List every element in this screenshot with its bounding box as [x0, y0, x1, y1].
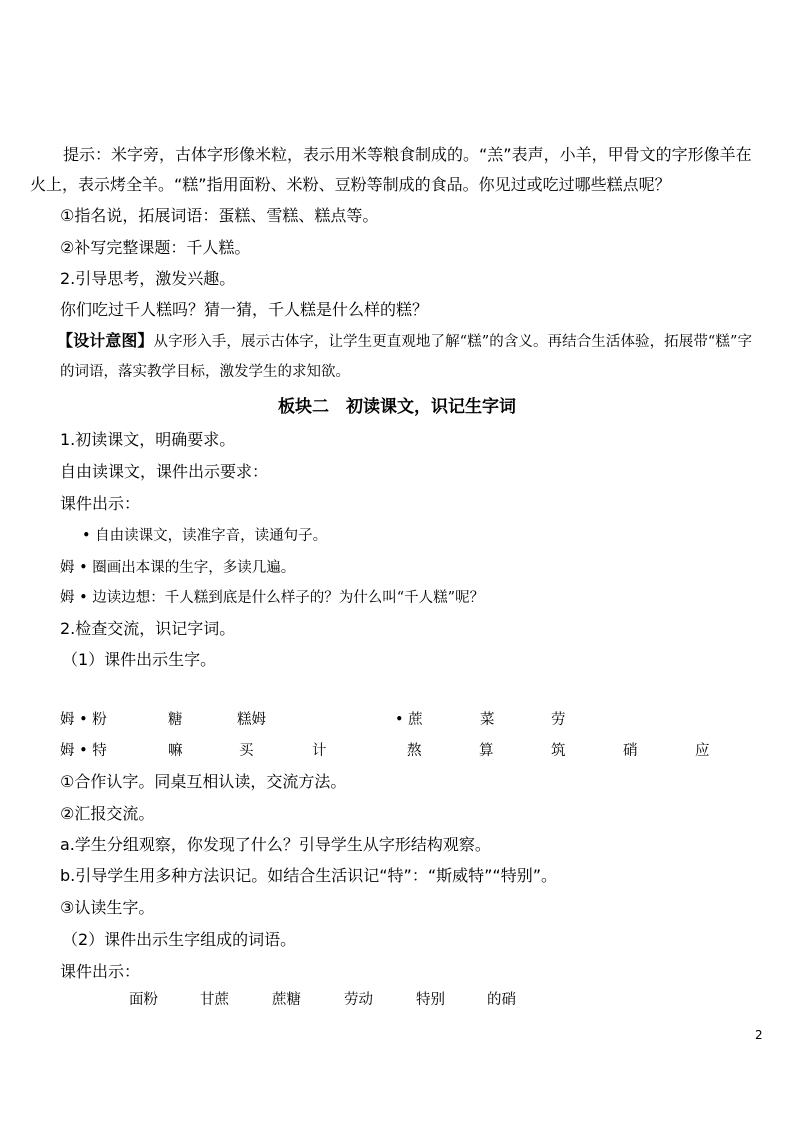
c2: ②汇报交流。 [60, 804, 155, 823]
design-intent [57, 326, 752, 387]
hint-paragraph: 提示：米字旁，古体字形像米粒，表示用米等粮食制成的。“羔”表声，小羊，甲骨文的字形像羊在火上，表示烤全羊。“糕”指用面粉、米粉、豆粉等制成的食品。你见过或吃过哪些糕点呢？ [30, 145, 752, 194]
char: 买 [239, 743, 254, 759]
char: 姆 • 特 [60, 743, 107, 759]
c3: a.学生分组观察，你发现了什么？引导学生从字形结构观察。 [60, 835, 491, 854]
char: 硝 [623, 743, 638, 759]
word: 劳动 [344, 992, 373, 1008]
step-2: 2.引导思考，激发兴趣。 [60, 269, 236, 288]
char: 算 [479, 743, 494, 759]
c7: 课件出示： [60, 962, 141, 981]
c6: （2）课件出示生字组成的词语。 [62, 930, 297, 949]
word: 特别 [416, 992, 445, 1008]
bullet-1: • 自由读课文，读准字音，读通句子。 [82, 528, 328, 544]
c4: b.引导学生用多种方法识记。如结合生活识记“特”：“斯威特”“特别”。 [60, 866, 557, 885]
char-row-2 [0, 741, 794, 761]
s5: （1）课件出示生字。 [62, 650, 217, 669]
design-intent-label: 【设计意图】 [57, 331, 154, 350]
word: 面粉 [129, 992, 158, 1008]
char: 应 [695, 743, 710, 759]
word: 甘蔗 [200, 992, 229, 1008]
section-title: 板块二 初读课文，识记生字词 [278, 397, 516, 417]
item-2: ②补写完整课题：千人糕。 [60, 238, 251, 257]
word: 的硝 [487, 992, 516, 1008]
char: 计 [312, 743, 327, 759]
char: 熬 [407, 743, 422, 759]
char: 菜 [480, 712, 495, 728]
page-number: 2 [755, 1028, 763, 1042]
bullet-3: 姆 • 边读边想：千人糕到底是什么样子的？为什么叫“千人糕”呢？ [60, 590, 485, 606]
char: • 蔗 [395, 712, 423, 728]
bullet-2: 姆 • 圈画出本课的生字，多读几遍。 [60, 560, 296, 576]
s2: 自由读课文，课件出示要求： [60, 462, 269, 481]
c5: ③认读生字。 [60, 898, 155, 917]
char: 姆 • 粉 [60, 712, 107, 728]
char: 糖 [168, 712, 183, 728]
char: 筑 [551, 743, 566, 759]
word-row [0, 990, 794, 1010]
question: 你们吃过千人糕吗？猜一猜，千人糕是什么样的糕？ [60, 300, 429, 319]
char: 糕姆 [237, 712, 266, 728]
char: 劳 [551, 712, 566, 728]
word: 蔗糖 [272, 992, 301, 1008]
item-1: ①指名说，拓展词语：蛋糕、雪糕、糕点等。 [60, 206, 379, 225]
s1: 1.初读课文，明确要求。 [60, 430, 236, 449]
c1: ①合作认字。同桌互相认读，交流方法。 [60, 772, 347, 791]
char: 嘛 [168, 743, 183, 759]
s3: 课件出示： [60, 494, 141, 513]
design-intent-text: 从字形入手，展示古体字，让学生更直观地了解“糕”的含义。再结合生活体验，拓展带“糕”字的词语，落实教学目标，激发学生的求知欲。 [60, 334, 752, 380]
char-row-1 [0, 710, 794, 730]
s4: 2.检查交流，识记字词。 [60, 619, 236, 638]
